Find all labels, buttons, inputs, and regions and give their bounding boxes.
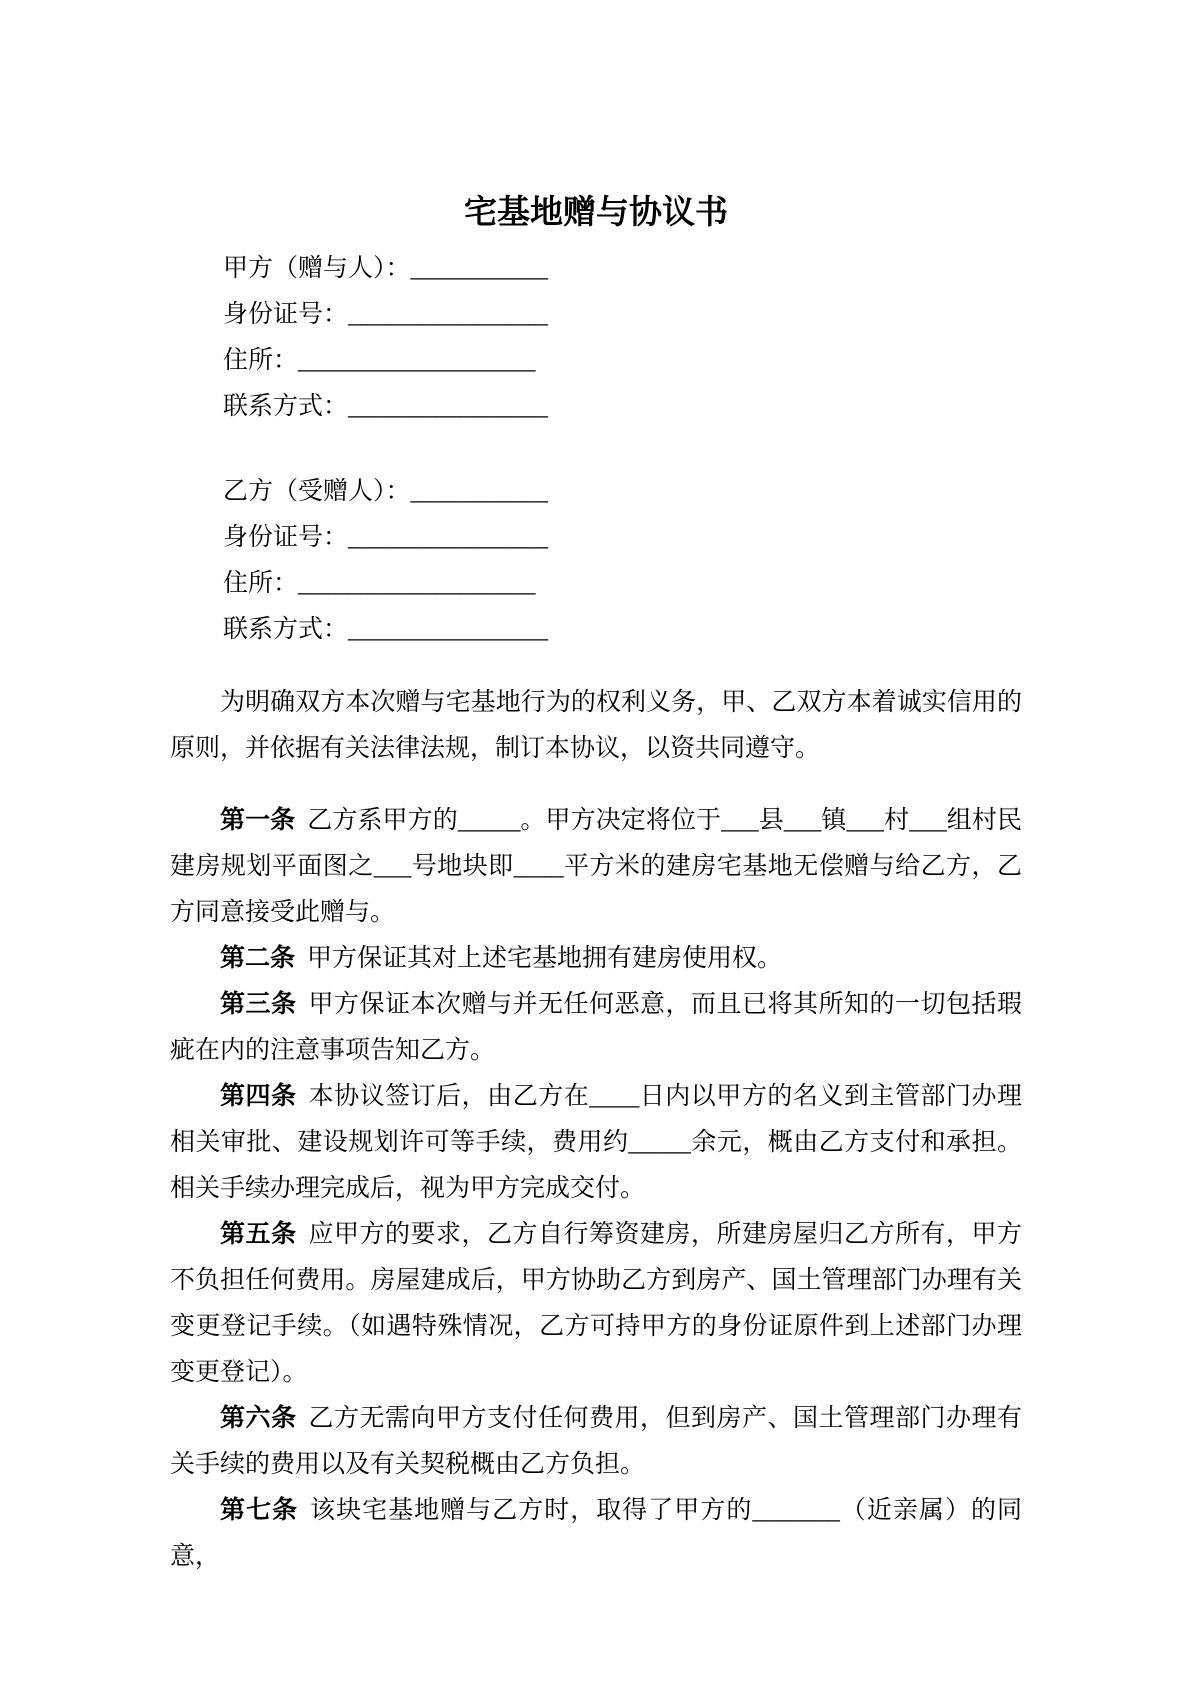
article-2-number: 第二条 <box>220 945 296 972</box>
article-7 <box>170 1488 1022 1580</box>
article-5-text: 应甲方的要求，乙方自行筹资建房，所建房屋归乙方所有，甲方不负担任何费用。房屋建成后，甲方协助乙方到房产、国土管理部门办理有关变更登记手续。（如遇特殊情况，乙方可持甲方的身份证原件到上述部门办理变更登记）。 <box>170 1221 1022 1386</box>
article-6 <box>170 1396 1022 1488</box>
party-a-address-line: 住所：___________________ <box>223 347 536 374</box>
party-b-name-line: 乙方（受赠人）：___________ <box>223 478 549 505</box>
party-b-address-line: 住所：___________________ <box>223 570 536 597</box>
document-title: 宅基地赠与协议书 <box>464 193 728 230</box>
party-b-id-line: 身份证号：________________ <box>223 524 549 551</box>
preamble-paragraph: 为明确双方本次赠与宅基地行为的权利义务，甲、乙双方本着诚实信用的原则，并依据有关法律法规，制订本协议，以资共同遵守。 <box>170 689 1022 762</box>
article-2 <box>170 936 1022 982</box>
party-b-block <box>170 469 1022 653</box>
party-a-contact-line: 联系方式：________________ <box>223 393 549 420</box>
article-1-number: 第一条 <box>220 807 296 834</box>
article-4-number: 第四条 <box>220 1083 297 1110</box>
article-5 <box>170 1212 1022 1396</box>
article-3 <box>170 982 1022 1074</box>
article-2-text: 甲方保证其对上述宅基地拥有建房使用权。 <box>307 945 783 972</box>
article-6-text: 乙方无需向甲方支付任何费用，但到房产、国土管理部门办理有关手续的费用以及有关契税概由乙方负担。 <box>170 1405 1022 1478</box>
party-a-block <box>170 246 1022 430</box>
article-4-text: 本协议签订后，由乙方在____日内以甲方的名义到主管部门办理相关审批、建设规划许可等手续，费用约_____余元，概由乙方支付和承担。相关手续办理完成后，视为甲方完成交付。 <box>170 1083 1022 1202</box>
article-3-text: 甲方保证本次赠与并无任何恶意，而且已将其所知的一切包括瑕疵在内的注意事项告知乙方。 <box>170 991 1022 1064</box>
party-a-id-line: 身份证号：________________ <box>223 301 549 328</box>
article-4 <box>170 1074 1022 1212</box>
article-1 <box>170 798 1022 936</box>
article-1-text: 乙方系甲方的_____。甲方决定将位于___县___镇___村___组村民建房规划平面图之___号地块即____平方米的建房宅基地无偿赠与给乙方，乙方同意接受此赠与。 <box>170 807 1022 926</box>
article-7-number: 第七条 <box>220 1497 299 1524</box>
article-5-number: 第五条 <box>220 1221 297 1248</box>
party-b-contact-line: 联系方式：________________ <box>223 616 549 643</box>
party-a-name-line: 甲方（赠与人）：___________ <box>223 255 549 282</box>
articles-section <box>170 798 1022 1580</box>
article-7-text: 该块宅基地赠与乙方时，取得了甲方的_______（近亲属）的同意， <box>170 1497 1022 1570</box>
article-6-number: 第六条 <box>220 1405 297 1432</box>
article-3-number: 第三条 <box>220 991 297 1018</box>
